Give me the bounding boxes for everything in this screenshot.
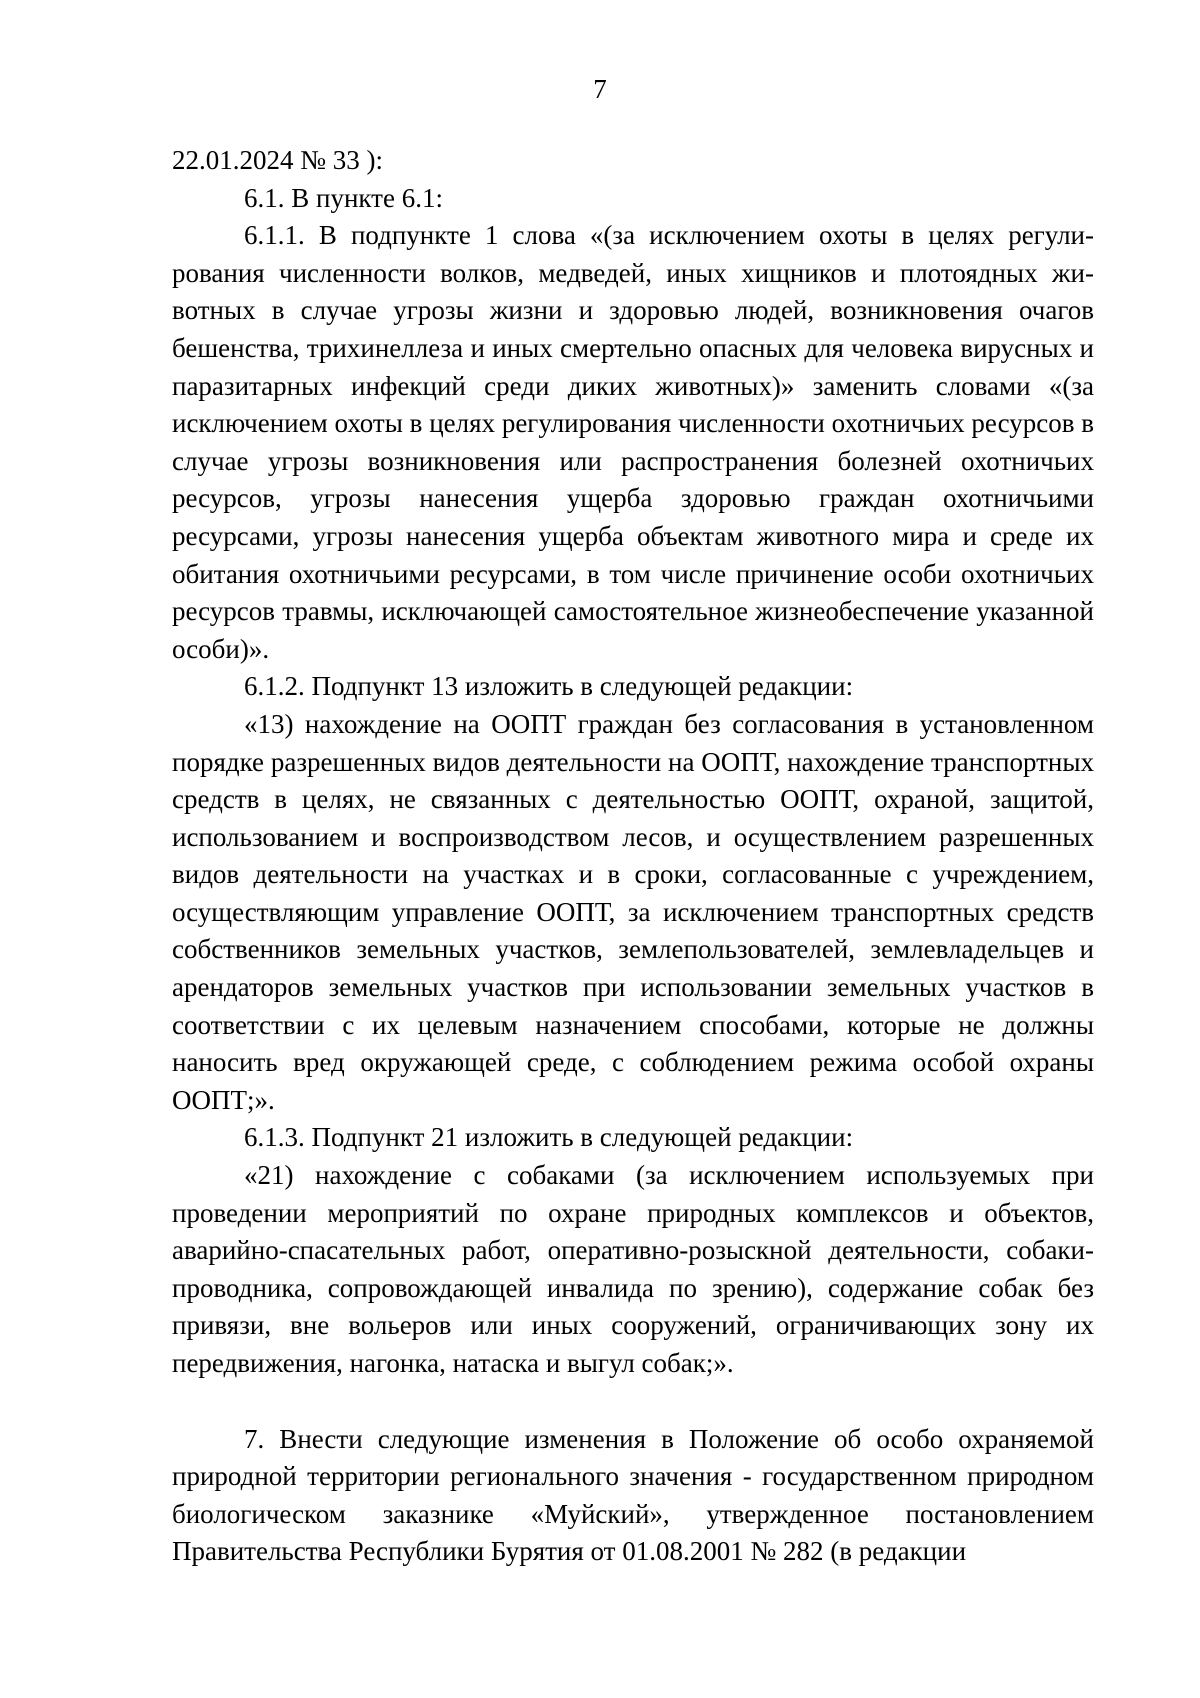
paragraph-7: 7. Внести следующие изменения в Положение об особо охраняемой природной территории регионального значения - государственном природном биологическом заказнике «Муйский», утвержденное постановлением Правительства Республики Бурятия от 01.08.2001 № 282 (в редакции <box>172 1423 1094 1567</box>
paragraph-subitem-21: «21) нахождение с собаками (за исключением используемых при проведении мероприятий по охране природных комплексов и объектов, аварийно-спасательных работ, оперативно-розыскной деятельности, собаки-проводника, сопровождающей инвалида по зрению), содержание собак без привязи, вне вольеров или иных сооружений, ограничивающих зону их передвижения, нагонка, натаска и выгул собак;». <box>172 1160 1094 1378</box>
paragraph-subitem-13: «13) нахождение на ООПТ граждан без согласования в установленном порядке разрешенных видов деятельности на ООПТ, нахождение транспортных средств в целях, не связанных с деятельностью ООПТ, охраной, защитой, использованием и воспроизводством лесов, и осуществлением разрешенных видов деятельности на участках и в сроки, согласованные с учреждением, осуществляющим управление ООПТ, за исключением транспортных средств собственников земельных участков, землепользователей, землевладельцев и арендаторов земельных участков при использовании земельных участков в соответствии с их целевым назначением способами, которые не должны наносить вред окружающей среде, с соблюдением режима особой охраны ООПТ;». <box>172 708 1094 1115</box>
paragraph-6-1-heading: 6.1. В пункте 6.1: <box>244 182 443 213</box>
document-body <box>172 142 1094 1571</box>
paragraph-spacer <box>172 1383 1094 1421</box>
page-number: 7 <box>593 74 607 104</box>
paragraph-6-1-1: 6.1.1. В подпункте 1 слова «(за исключением охоты в целях регулирования численности волков, медведей, иных хищников и плотоядных животных в случае угрозы жизни и здоровью людей, возникновения очагов бешенства, трихинеллеза и иных смертельно опасных для человека вирусных и паразитарных инфекций среди диких животных)» заменить словами «(за исключением охоты в целях регулирования численности охотничьих ресурсов в случае угрозы возникновения или распространения болезней охотничьих ресурсов, угрозы нанесения ущерба здоровью граждан охотничьими ресурсами, угрозы нанесения ущерба объектам животного мира и среде их обитания охотничьими ресурсами, в том числе причинение особи охотничьих ресурсов травмы, исключающей самостоятельное жизнеобеспечение указанной особи)». <box>172 220 1094 664</box>
paragraph-6-1-3-heading: 6.1.3. Подпункт 21 изложить в следующей редакции: <box>244 1122 854 1153</box>
paragraph-6-1-2-heading: 6.1.2. Подпункт 13 изложить в следующей редакции: <box>244 671 854 702</box>
paragraph-date-reference: 22.01.2024 № 33 ): <box>172 145 384 175</box>
